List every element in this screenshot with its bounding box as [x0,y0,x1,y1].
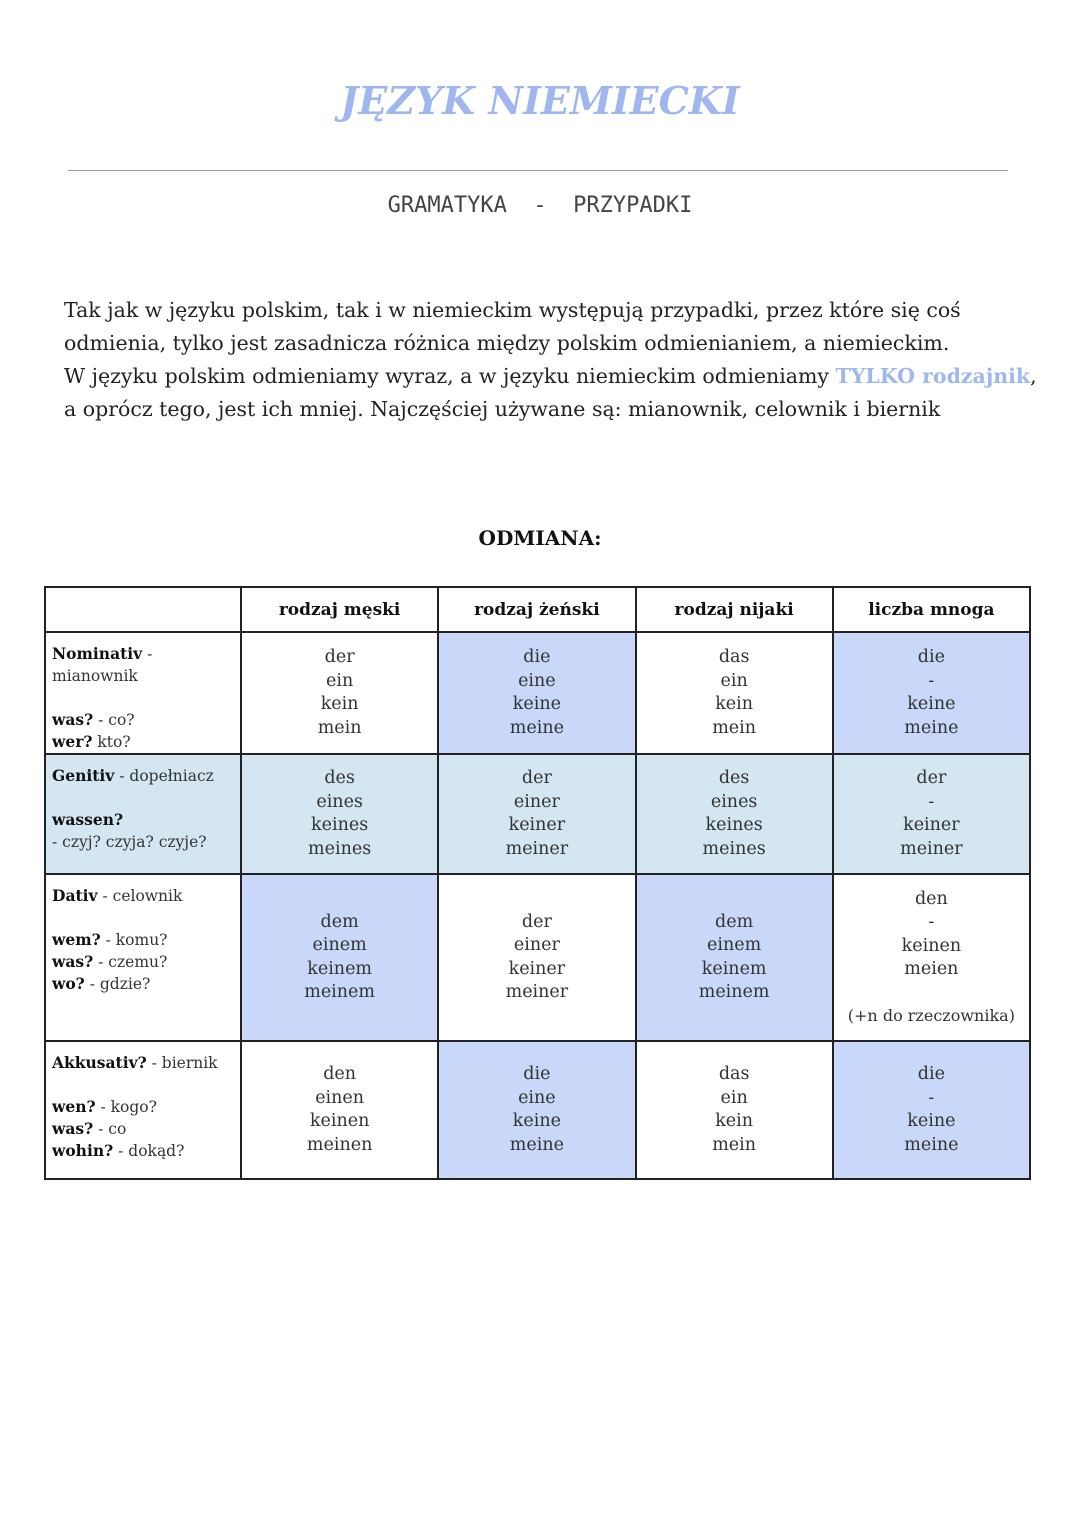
article: mein [712,1134,757,1155]
intro-line-4: a oprócz tego, jest ich mniej. Najczęściej używane są: mianownik, celownik i biernik [64,397,941,421]
article: ein [720,670,748,691]
question-translation: - gdzie? [84,975,151,993]
cell-plural [833,632,1030,754]
article: einem [707,935,762,955]
article: keinen [309,1111,370,1131]
question: was? [52,710,94,729]
question-translation: - co [93,1120,127,1138]
case-translation: - dopełniacz [114,767,214,785]
article: keine [512,694,561,714]
article: der [324,647,355,667]
article: des [718,768,750,788]
article: des [324,768,355,788]
cell-feminine [438,874,635,1041]
article: keinem [307,958,373,979]
article: keine [512,1111,561,1131]
table-row [45,632,1030,754]
article: meinen [306,1134,373,1155]
article: eine [518,1087,556,1108]
question: wer? [52,732,93,751]
article: mein [712,717,757,738]
article: kein [715,694,754,714]
article: keiner [508,958,566,979]
article: die [523,647,551,667]
article: einen [315,1087,365,1108]
cell-masculine [241,754,438,874]
article: keine [907,1111,956,1131]
article: ein [326,670,354,691]
article: keine [907,694,956,714]
article: kein [715,1111,754,1131]
case-translation: - biernik [146,1054,218,1072]
intro-line-1: Tak jak w języku polskim, tak i w niemieckim występują przypadki, przez które się coś [64,298,961,322]
question: wassen? [52,810,124,829]
article: einem [312,935,367,955]
article: den [914,888,948,909]
question: wo? [52,974,85,993]
article: die [523,1064,551,1084]
article: eine [518,670,556,691]
article: meine [509,1134,564,1155]
article: der [521,911,552,932]
article: meine [904,717,959,738]
header-empty [45,587,241,632]
cell-feminine [438,1041,635,1179]
header-masculine: rodzaj męski [241,587,438,632]
article: das [718,1064,750,1084]
article: meiner [505,982,569,1002]
article: dem [320,911,359,932]
cell-neuter [636,1041,833,1179]
article: die [917,1064,945,1084]
article: das [718,647,750,667]
cell-neuter [636,754,833,874]
question-translation: - kogo? [95,1098,157,1116]
question-translation: - czemu? [93,953,168,971]
header-neuter: rodzaj nijaki [636,587,833,632]
question: was? [52,952,94,971]
intro-line-3-end: , [1030,364,1037,388]
case-name: Akkusativ? [52,1053,147,1072]
article: - [928,670,935,691]
section-heading: ODMIANA: [478,526,602,550]
question: wem? [52,930,101,949]
declension-table [44,586,1031,1180]
table-row [45,874,1030,1041]
article: einer [513,935,560,955]
article: meien [904,959,959,980]
case-label-genitiv [45,754,241,874]
question-translation: - komu? [100,931,168,949]
intro-line-3 [64,360,1037,393]
question: wohin? [52,1141,114,1160]
question-translation: - co? [93,711,135,729]
table-row [45,1041,1030,1179]
article: der [916,768,947,788]
case-translation: - mianownik [52,645,153,685]
article: dem [715,911,754,932]
article: eines [710,791,758,812]
article: - [928,791,935,812]
header-feminine: rodzaj żeński [438,587,635,632]
intro-highlight: TYLKO rodzajnik [835,364,1031,388]
cell-plural [833,874,1030,1041]
case-label-akkusativ [45,1041,241,1179]
article: einer [513,791,560,812]
article: keines [705,815,763,835]
cell-plural [833,1041,1030,1179]
article: die [917,647,945,667]
cell-masculine [241,874,438,1041]
article: der [521,768,552,788]
article: keiner [903,815,960,835]
intro-line-2: odmienia, tylko jest zasadnicza różnica między polskim odmienianiem, a niemieckim. [64,331,950,355]
question: was? [52,1119,94,1138]
title-divider [68,170,1008,171]
cell-neuter [636,632,833,754]
article: - [928,912,935,933]
article: keiner [508,815,566,835]
article: meines [308,838,372,859]
header-plural: liczba mnoga [833,587,1030,632]
cell-feminine [438,632,635,754]
cell-masculine [241,1041,438,1179]
article: mein [317,717,362,738]
case-label-nominativ [45,632,241,754]
question-translation: - dokąd? [113,1142,185,1160]
question-translation: kto? [92,733,131,751]
question-translation: - czyj? czyja? czyje? [52,833,207,851]
article: keines [311,815,369,835]
page-title: JĘZYK NIEMIECKI [340,78,740,123]
article: meinem [698,982,770,1002]
case-name: Nominativ [52,644,143,663]
page-subtitle: GRAMATYKA - PRZYPADKI [387,193,693,218]
case-translation: - celownik [97,887,183,905]
article: keinen [901,935,962,956]
article: keinem [701,958,767,979]
article: - [928,1087,935,1108]
article: eines [316,791,363,812]
article: kein [320,694,359,714]
cell-feminine [438,754,635,874]
table-row [45,754,1030,874]
cell-masculine [241,632,438,754]
article: meine [509,717,564,738]
case-name: Genitiv [52,766,115,785]
case-name: Dativ [52,886,98,905]
question: wen? [52,1097,96,1116]
cell-neuter [636,874,833,1041]
article: meine [904,1134,959,1155]
intro-paragraph [64,294,1037,426]
article: meines [702,838,766,859]
case-label-dativ [45,874,241,1041]
cell-plural [833,754,1030,874]
article: meiner [505,838,569,859]
article: ein [720,1087,748,1108]
article: den [323,1064,357,1084]
article: meinem [304,982,376,1002]
intro-line-3-text: W języku polskim odmieniamy wyraz, a w języku niemieckim odmieniamy [64,364,836,388]
article: meiner [900,838,963,859]
table-header-row [45,587,1030,632]
plural-note: (+n do rzeczownika) [847,1005,1015,1025]
